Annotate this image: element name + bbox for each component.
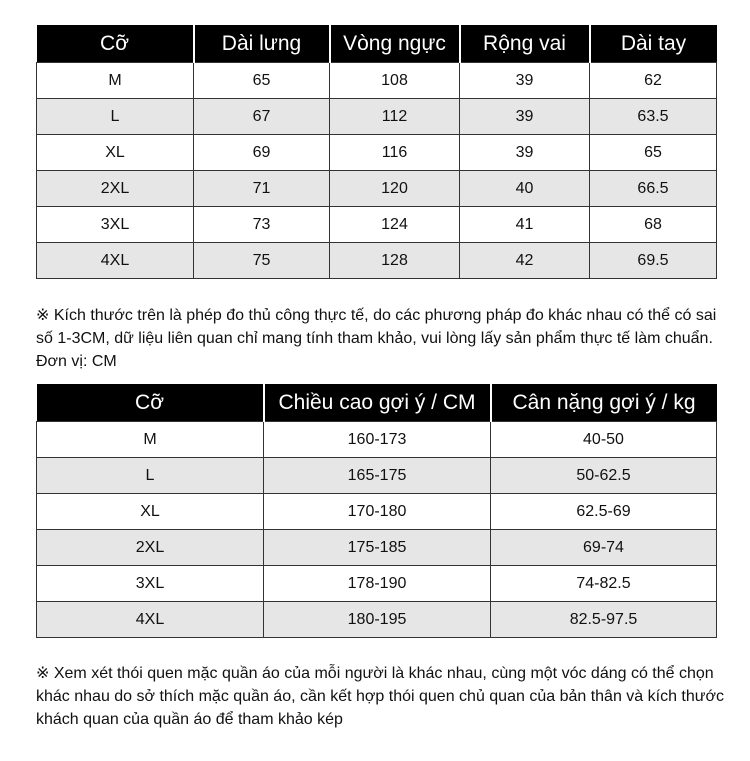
table-cell: 40-50 [491, 422, 717, 458]
measurement-header-row [37, 25, 717, 63]
header-weight: Cân nặng gợi ý / kg [491, 384, 717, 422]
table-cell: 39 [460, 135, 590, 171]
table-cell: 124 [330, 207, 460, 243]
table-row [37, 494, 717, 530]
table-cell: 69.5 [590, 243, 717, 279]
measurement-table [36, 25, 717, 279]
table-cell: 128 [330, 243, 460, 279]
table-cell: XL [37, 135, 194, 171]
table-cell: L [37, 458, 264, 494]
fit-advice-note: ※ Xem xét thói quen mặc quần áo của mỗi người là khác nhau, cùng một vóc dáng có thể chọn khác nhau do sở thích mặc quần áo, cần kết hợp thói quen chủ quan của bản thân và kích thước khách quan của quần áo để tham khảo kép [36, 665, 724, 728]
header-sleeve: Dài tay [590, 25, 717, 63]
table-cell: 4XL [37, 243, 194, 279]
header-size: Cỡ [37, 384, 264, 422]
table-cell: XL [37, 494, 264, 530]
table-row [37, 63, 717, 99]
table-row [37, 171, 717, 207]
size-header-row [37, 384, 717, 422]
table-cell: 112 [330, 99, 460, 135]
table-cell: 160-173 [264, 422, 491, 458]
table-cell: 108 [330, 63, 460, 99]
table-cell: M [37, 422, 264, 458]
table-cell: 65 [590, 135, 717, 171]
table-cell: 71 [194, 171, 330, 207]
table-cell: 75 [194, 243, 330, 279]
table-cell: 66.5 [590, 171, 717, 207]
table-row [37, 458, 717, 494]
measurement-note: ※ Kích thước trên là phép đo thủ công thực tế, do các phương pháp đo khác nhau có thể có sai số 1-3CM, dữ liệu liên quan chỉ mang tính tham khảo, vui lòng lấy sản phẩm thực tế làm chuẩn. Đơn vị: CM [36, 307, 717, 370]
table-row [37, 99, 717, 135]
table-cell: 180-195 [264, 602, 491, 638]
header-height: Chiều cao gợi ý / CM [264, 384, 491, 422]
table-cell: M [37, 63, 194, 99]
table-cell: 50-62.5 [491, 458, 717, 494]
table-row [37, 530, 717, 566]
table-cell: 67 [194, 99, 330, 135]
table-cell: 69-74 [491, 530, 717, 566]
table-cell: 69 [194, 135, 330, 171]
header-chest: Vòng ngực [330, 25, 460, 63]
table-cell: 2XL [37, 530, 264, 566]
table-row [37, 602, 717, 638]
table-cell: 2XL [37, 171, 194, 207]
table-cell: 170-180 [264, 494, 491, 530]
table-row [37, 243, 717, 279]
table-cell: 39 [460, 99, 590, 135]
table-cell: 165-175 [264, 458, 491, 494]
header-shoulder: Rộng vai [460, 25, 590, 63]
size-recommendation-table [36, 384, 717, 638]
table-row [37, 422, 717, 458]
table-cell: 120 [330, 171, 460, 207]
header-back-length: Dài lưng [194, 25, 330, 63]
table-cell: 40 [460, 171, 590, 207]
table-cell: 62 [590, 63, 717, 99]
table-cell: 4XL [37, 602, 264, 638]
table-cell: 175-185 [264, 530, 491, 566]
table-cell: 42 [460, 243, 590, 279]
table-cell: L [37, 99, 194, 135]
table-cell: 65 [194, 63, 330, 99]
table-cell: 68 [590, 207, 717, 243]
table-row [37, 135, 717, 171]
table-cell: 74-82.5 [491, 566, 717, 602]
table-cell: 39 [460, 63, 590, 99]
header-size: Cỡ [37, 25, 194, 63]
table-row [37, 566, 717, 602]
table-cell: 73 [194, 207, 330, 243]
table-cell: 3XL [37, 207, 194, 243]
table-row [37, 207, 717, 243]
table-cell: 82.5-97.5 [491, 602, 717, 638]
table-cell: 63.5 [590, 99, 717, 135]
table-cell: 116 [330, 135, 460, 171]
table-cell: 3XL [37, 566, 264, 602]
table-cell: 62.5-69 [491, 494, 717, 530]
table-cell: 41 [460, 207, 590, 243]
table-cell: 178-190 [264, 566, 491, 602]
